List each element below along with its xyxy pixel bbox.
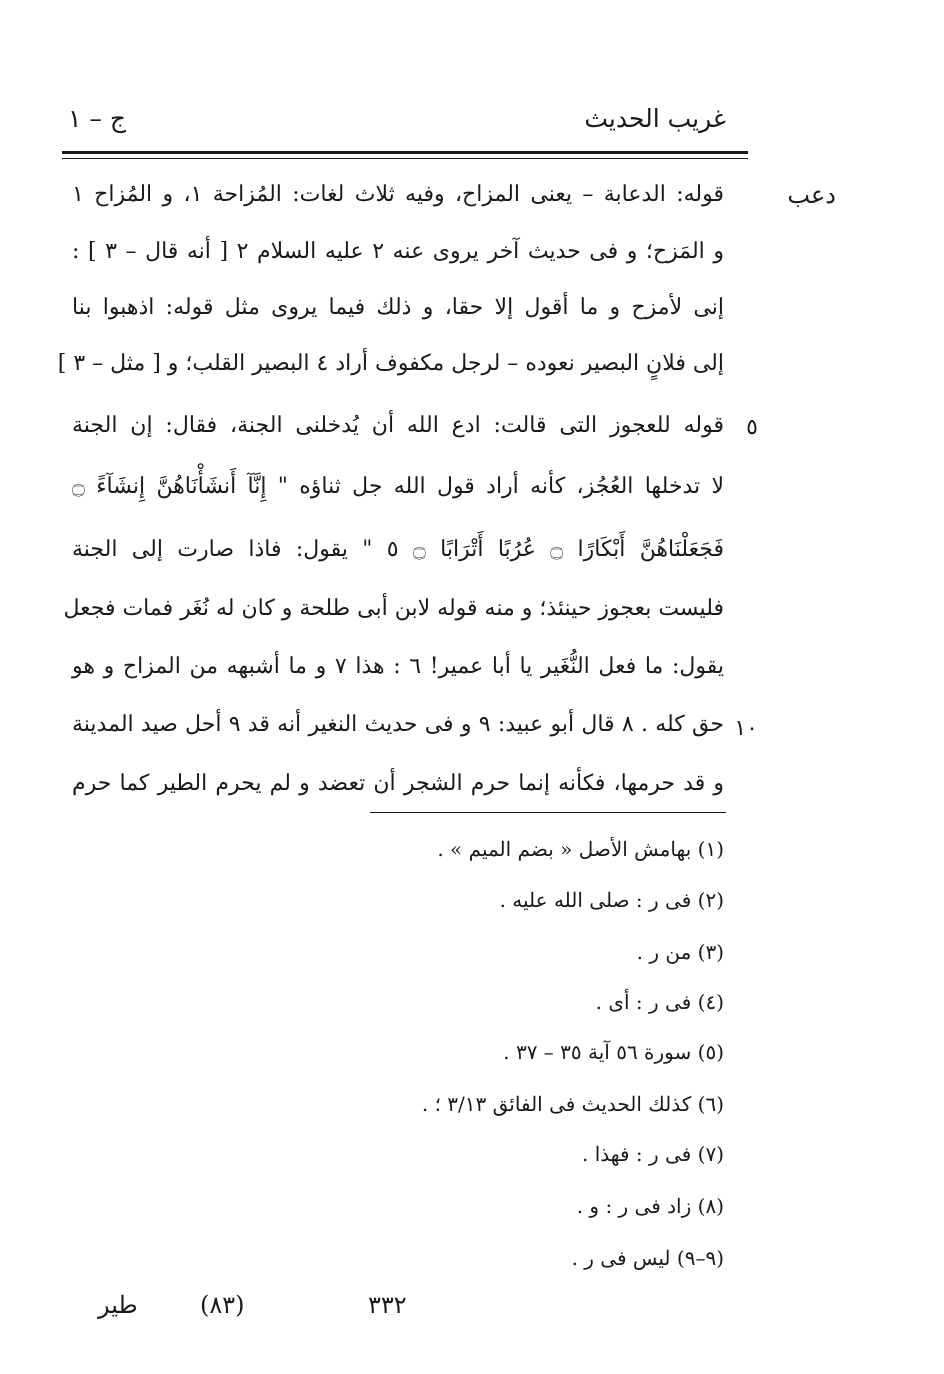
volume-indicator: ج – ١ bbox=[68, 104, 126, 133]
text-line-10: حق كله . ٨ قال أبو عبيد: ٩ و فى حديث النغير أنه قد ٩ أحل صيد المدينة bbox=[72, 712, 724, 737]
footnote-rule bbox=[370, 812, 726, 813]
header-rule bbox=[62, 151, 748, 154]
catchword: طير bbox=[98, 1291, 138, 1319]
running-title: غريب الحديث bbox=[584, 104, 726, 133]
footnote-8: (٨) زاد فى ر : و . bbox=[576, 1194, 724, 1218]
text-line-6: لا تدخلها العُجُز، كأنه أراد قول الله جل ثناؤه " إِنَّآ أَنشَأْنَاهُنَّ إِنشَآءً ۝ bbox=[72, 474, 724, 499]
footnote-2: (٢) فى ر : صلى الله عليه . bbox=[499, 888, 724, 912]
line-number-10: ١٠ bbox=[734, 716, 758, 741]
footnote-1: (١) بهامش الأصل « بضم الميم » . bbox=[437, 837, 724, 861]
folio-number: (٨٣) bbox=[200, 1291, 245, 1319]
text-line-5: قوله للعجوز التى قالت: ادع الله أن يُدخلنى الجنة، فقال: إن الجنة bbox=[72, 413, 724, 438]
text-line-7: فَجَعَلْنَاهُنَّ أَبْكَارًا ۝ عُرُبًا أَتْرَابًا ۝ ٥ " يقول: فاذا صارت إلى الجنة bbox=[72, 537, 724, 562]
margin-keyword: دعب bbox=[787, 181, 836, 209]
text-line-1: قوله: الدعابة – يعنى المزاح، وفيه ثلاث لغات: المُزاحة ١، و المُزاح ١ bbox=[72, 182, 724, 207]
footnote-6: (٦) كذلك الحديث فى الفائق ٣/١٣ ؛ . bbox=[421, 1092, 724, 1116]
header-rule-thin bbox=[62, 158, 748, 159]
text-line-8: فليست بعجوز حينئذ؛ و منه قوله لابن أبى طلحة و كان له نُغَر فمات فجعل bbox=[63, 596, 724, 621]
text-line-3: إنى لأمزح و ما أقول إلا حقا، و ذلك فيما يروى مثل قوله: اذهبوا بنا bbox=[72, 295, 724, 320]
line-number-5: ٥ bbox=[746, 415, 758, 440]
text-line-4: إلى فلانٍ البصير نعوده – لرجل مكفوف أراد ٤ البصير القلب؛ و [ مثل – ٣ ] bbox=[57, 351, 724, 376]
footnote-9: (٩–٩) ليس فى ر . bbox=[571, 1246, 724, 1270]
footnote-4: (٤) فى ر : أى . bbox=[595, 990, 724, 1014]
footnote-3: (٣) من ر . bbox=[636, 940, 724, 964]
footnote-7: (٧) فى ر : فهذا . bbox=[582, 1142, 724, 1166]
text-line-11: و قد حرمها، فكأنه إنما حرم الشجر أن تعضد و لم يحرم الطير كما حرم bbox=[72, 771, 724, 796]
footnote-5: (٥) سورة ٥٦ آية ٣٥ – ٣٧ . bbox=[503, 1040, 724, 1064]
page-number: ٣٣٢ bbox=[368, 1291, 407, 1319]
text-line-9: يقول: ما فعل النُّغَير يا أبا عمير! ٦ : هذا ٧ و ما أشبهه من المزاح و هو bbox=[72, 654, 724, 679]
text-line-2: و المَزح؛ و فى حديث آخر يروى عنه ٢ عليه السلام ٢ [ أنه قال – ٣ ] : bbox=[72, 239, 724, 264]
